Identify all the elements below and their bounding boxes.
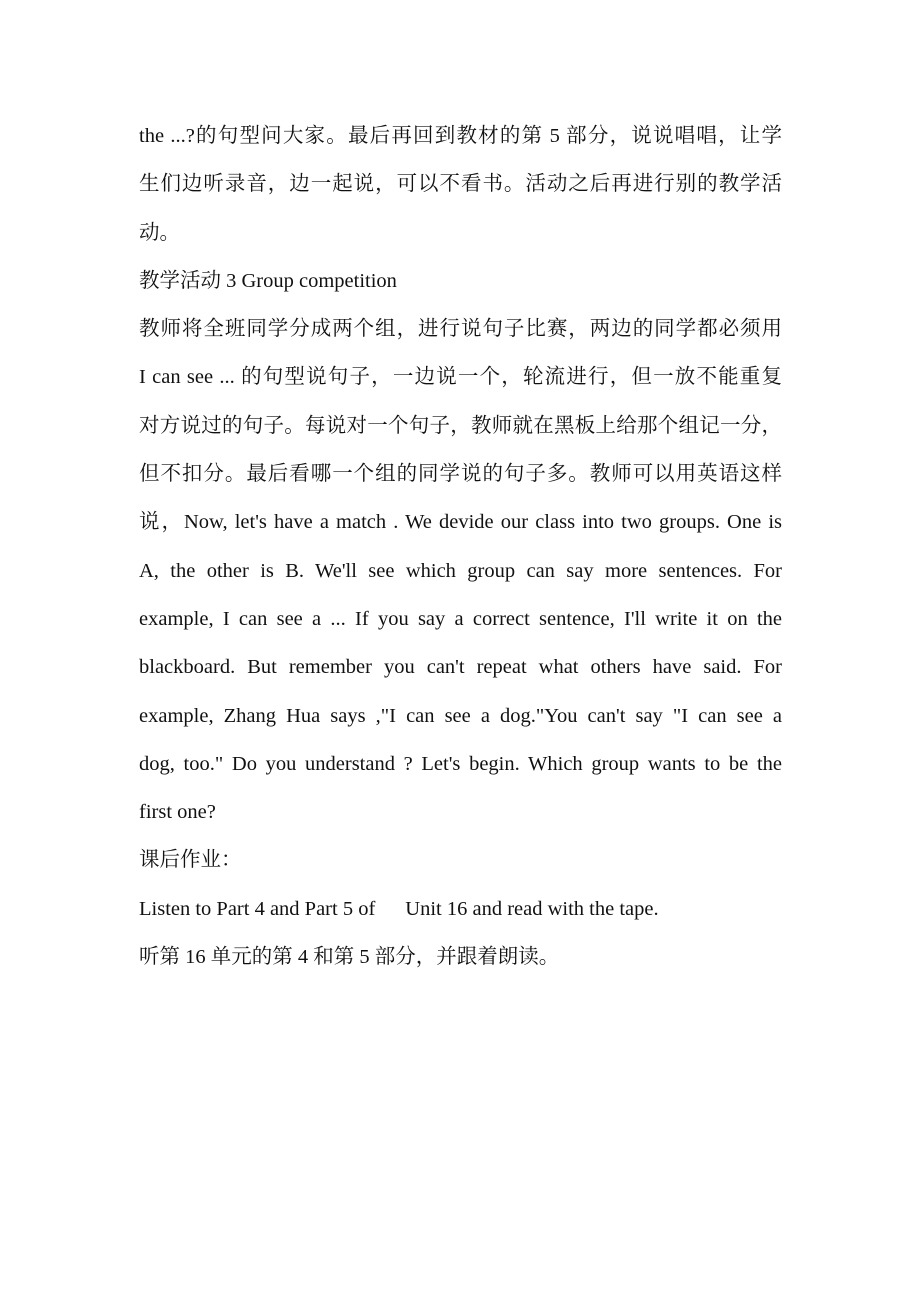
document-body <box>139 112 782 981</box>
text-line: blackboard. But remember you can't repeat what others have said. For <box>139 656 782 679</box>
homework-english-part2: Unit 16 and read with the tape. <box>405 897 659 920</box>
text-line: example, Zhang Hua says ,"I can see a dog."You can't say "I can see a <box>139 704 782 727</box>
text-line: I can see ... 的句型说句子，一边说一个，轮流进行，但一放不能重复 <box>139 366 782 389</box>
text-line: A, the other is B. We'll see which group can say more sentences. For <box>139 559 782 582</box>
text-line: example, I can see a ... If you say a correct sentence, I'll write it on the <box>139 607 782 630</box>
homework-chinese: 听第 16 单元的第 4 和第 5 部分，并跟着朗读。 <box>139 946 560 969</box>
homework-english-part1: Listen to Part 4 and Part 5 of <box>139 897 376 920</box>
homework-heading: 课后作业： <box>139 849 242 872</box>
text-line: 对方说过的句子。每说对一个句子，教师就在黑板上给那个组记一分， <box>139 414 782 437</box>
text-line: dog, too." Do you understand ? Let's begin. Which group wants to be the <box>139 752 782 775</box>
text-line: 但不扣分。最后看哪一个组的同学说的句子多。教师可以用英语这样 <box>139 463 782 486</box>
text-line: 动。 <box>139 221 180 244</box>
text-line: the ...?的句型问大家。最后再回到教材的第 5 部分，说说唱唱，让学 <box>139 125 782 147</box>
text-line: 教师将全班同学分成两个组，进行说句子比赛，两边的同学都必须用 <box>139 318 782 341</box>
text-line: first one? <box>139 801 216 824</box>
homework-english <box>139 885 782 933</box>
text-line: 生们边听录音，边一起说，可以不看书。活动之后再进行别的教学活 <box>139 173 782 196</box>
text-line: 说，Now, let's have a match . We devide our class into two groups. One is <box>139 511 782 534</box>
activity-heading: 教学活动 3 Group competition <box>139 269 397 292</box>
